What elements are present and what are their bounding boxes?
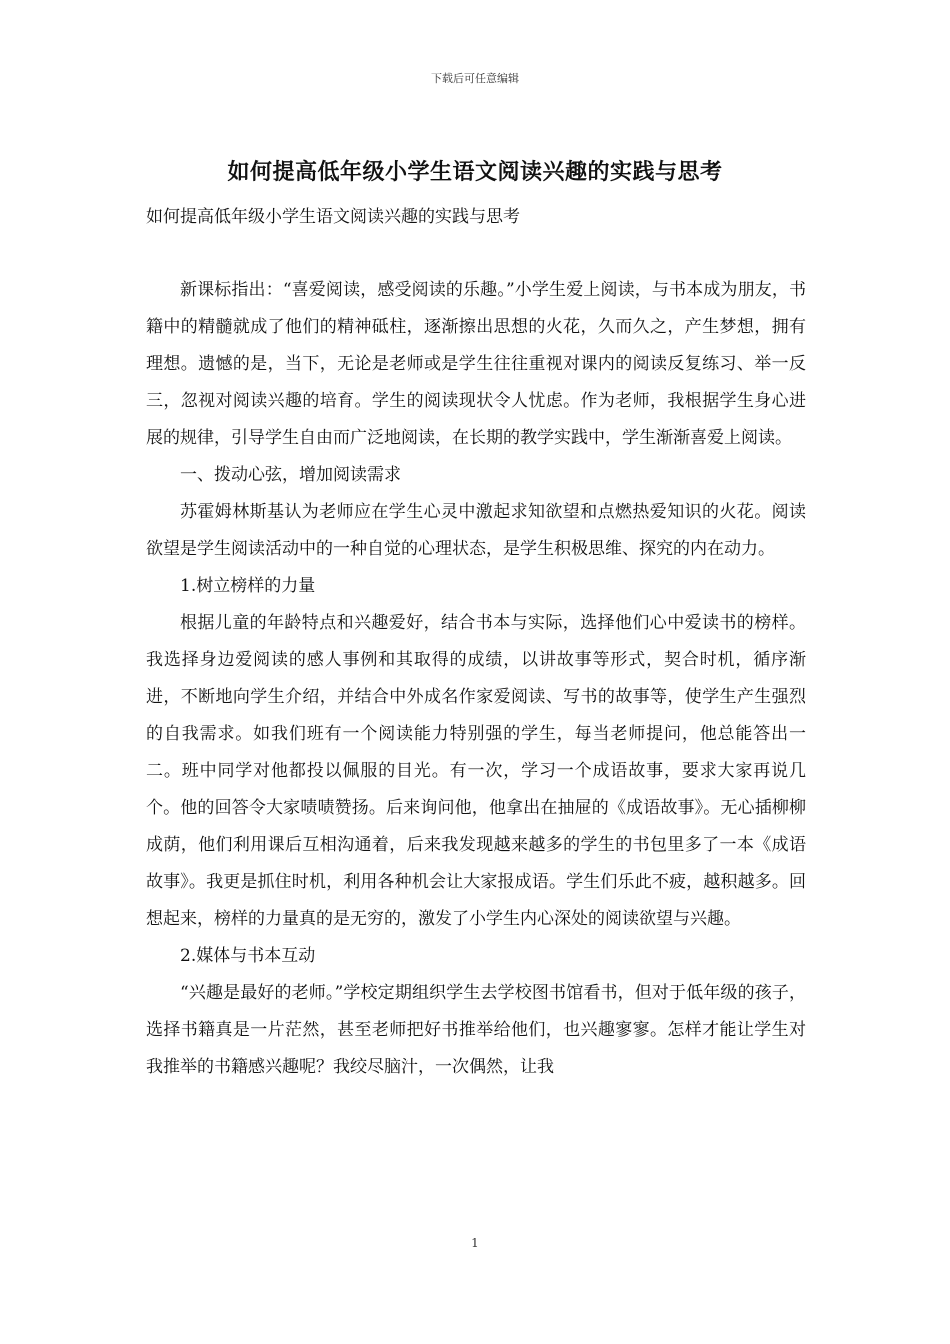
paragraph-section-1: 苏霍姆林斯基认为老师应在学生心灵中激起求知欲望和点燃热爱知识的火花。阅读欲望是学生阅读活动中的一种自觉的心理状态，是学生积极思维、探究的内在动力。 — [146, 502, 806, 559]
document-title: 如何提高低年级小学生语文阅读兴趣的实践与思考 — [227, 159, 723, 185]
paragraph-intro: 新课标指出：“喜爱阅读，感受阅读的乐趣。”小学生爱上阅读，与书本成为朋友，书籍中的精髓就成了他们的精神砥柱，逐渐擦出思想的火花，久而久之，产生梦想，拥有理想。遗憾的是，当下，无论是老师或是学生往往重视对课内的阅读反复练习、举一反三，忽视对阅读兴趣的培育。学生的阅读现状令人忧虑。作为老师，我根据学生身心进展的规律，引导学生自由而广泛地阅读，在长期的教学实践中，学生渐渐喜爱上阅读。 — [146, 280, 806, 448]
subheading-2: 2.媒体与书本互动 — [180, 946, 316, 966]
paragraph-role-model: 根据儿童的年龄特点和兴趣爱好，结合书本与实际，选择他们心中爱读书的榜样。我选择身边爱阅读的感人事例和其取得的成绩，以讲故事等形式，契合时机，循序渐进，不断地向学生介绍，并结合中外成名作家爱阅读、写书的故事等，使学生产生强烈的自我需求。如我们班有一个阅读能力特别强的学生，每当老师提问，他总能答出一二。班中同学对他都投以佩服的目光。有一次，学习一个成语故事，要求大家再说几个。他的回答令大家啧啧赞扬。后来询问他，他拿出在抽屉的《成语故事》。无心插柳柳成荫，他们利用课后互相沟通着，后来我发现越来越多的学生的书包里多了一本《成语故事》。我更是抓住时机，利用各种机会让大家报成语。学生们乐此不疲，越积越多。回想起来，榜样的力量真的是无穷的，激发了小学生内心深处的阅读欲望与兴趣。 — [146, 613, 806, 929]
section-heading-1: 一、拨动心弦，增加阅读需求 — [180, 465, 401, 485]
paragraph-media: “兴趣是最好的老师。”学校定期组织学生去学校图书馆看书，但对于低年级的孩子，选择书籍真是一片茫然，甚至老师把好书推举给他们，也兴趣寥寥。怎样才能让学生对我推举的书籍感兴趣呢？我绞尽脑汁，一次偶然，让我 — [146, 983, 806, 1077]
document-subtitle: 如何提高低年级小学生语文阅读兴趣的实践与思考 — [146, 207, 520, 227]
header-note: 下载后可任意编辑 — [431, 72, 519, 85]
page-number: 1 — [471, 1236, 479, 1250]
document-body — [146, 272, 806, 1086]
subheading-1: 1.树立榜样的力量 — [180, 576, 316, 596]
